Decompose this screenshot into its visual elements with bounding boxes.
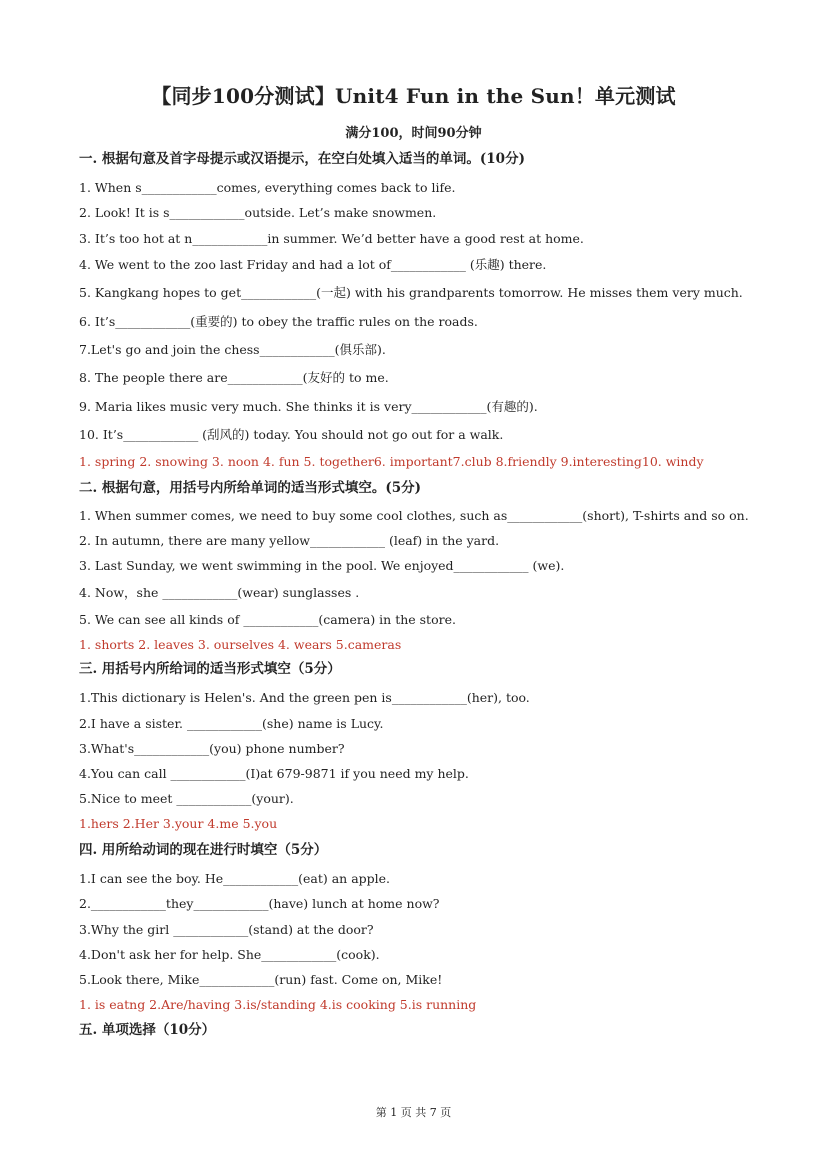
- s4-answer-key: 1. is eatng 2.Are/having 3.is/standing 4.is cooking 5.is running: [79, 997, 477, 1012]
- section4-header: 四. 用所给动词的现在进行时填空（5分）: [79, 842, 328, 858]
- s1-question-10: 10. It’s____________ (刮风的) today. You should not go out for a walk.: [79, 427, 504, 442]
- s3-question-1: 1.This dictionary is Helen's. And the green pen is____________(her), too.: [79, 690, 530, 705]
- s4-question-3: 3.Why the girl ____________(stand) at the door?: [79, 922, 374, 937]
- s2-question-1: 1. When summer comes, we need to buy some cool clothes, such as____________(short), T-shirts and so on.: [79, 508, 749, 523]
- section3-header: 三. 用括号内所给词的适当形式填空（5分）: [79, 661, 341, 677]
- s2-question-3: 3. Last Sunday, we went swimming in the pool. We enjoyed____________ (we).: [79, 558, 565, 573]
- s3-question-2: 2.I have a sister. ____________(she) name is Lucy.: [79, 716, 384, 731]
- section5-header: 五. 单项选择（10分）: [79, 1022, 216, 1038]
- s1-question-7: 7.Let's go and join the chess____________(俱乐部).: [79, 342, 386, 357]
- s2-question-5: 5. We can see all kinds of ____________(camera) in the store.: [79, 612, 456, 627]
- s3-question-5: 5.Nice to meet ____________(your).: [79, 791, 294, 806]
- s3-question-4: 4.You can call ____________(I)at 679-9871 if you need my help.: [79, 766, 469, 781]
- s2-question-2: 2. In autumn, there are many yellow____________ (leaf) in the yard.: [79, 533, 500, 548]
- s1-question-8: 8. The people there are____________(友好的 to me.: [79, 370, 389, 385]
- s4-question-5: 5.Look there, Mike____________(run) fast. Come on, Mike!: [79, 972, 443, 987]
- page-footer: 第 1 页 共 7 页: [375, 1106, 452, 1119]
- s3-answer-key: 1.hers 2.Her 3.your 4.me 5.you: [79, 816, 278, 831]
- s1-question-1: 1. When s____________comes, everything comes back to life.: [79, 180, 456, 195]
- s4-question-4: 4.Don't ask her for help. She____________(cook).: [79, 947, 380, 962]
- s3-question-3: 3.What's____________(you) phone number?: [79, 741, 345, 756]
- s1-question-2: 2. Look! It is s____________outside. Let’s make snowmen.: [79, 205, 437, 220]
- s1-answer-key: 1. spring 2. snowing 3. noon 4. fun 5. together6. important7.club 8.friendly 9.interesting10. windy: [79, 454, 704, 469]
- s1-question-6: 6. It’s____________(重要的) to obey the traffic rules on the roads.: [79, 314, 478, 329]
- s4-question-1: 1.I can see the boy. He____________(eat) an apple.: [79, 871, 391, 886]
- page-subtitle: 满分100，时间90分钟: [345, 126, 482, 141]
- s2-answer-key: 1. shorts 2. leaves 3. ourselves 4. wears 5.cameras: [79, 637, 402, 652]
- page-title: 【同步100分测试】Unit4 Fun in the Sun！单元测试: [151, 84, 676, 108]
- s4-question-2: 2.____________they____________(have) lunch at home now?: [79, 896, 440, 911]
- s1-question-4: 4. We went to the zoo last Friday and had a lot of____________ (乐趣) there.: [79, 257, 547, 272]
- section1-header: 一. 根据句意及首字母提示或汉语提示，在空白处填入适当的单词。(10分): [79, 151, 525, 167]
- s1-question-5: 5. Kangkang hopes to get____________(一起) with his grandparents tomorrow. He misses them very much.: [79, 285, 743, 300]
- s1-question-3: 3. It’s too hot at n____________in summer. We’d better have a good rest at home.: [79, 231, 584, 246]
- s1-question-9: 9. Maria likes music very much. She thinks it is very____________(有趣的).: [79, 399, 538, 414]
- section2-header: 二. 根据句意，用括号内所给单词的适当形式填空。(5分): [79, 480, 422, 496]
- s2-question-4: 4. Now，she ____________(wear) sunglasses .: [79, 585, 360, 600]
